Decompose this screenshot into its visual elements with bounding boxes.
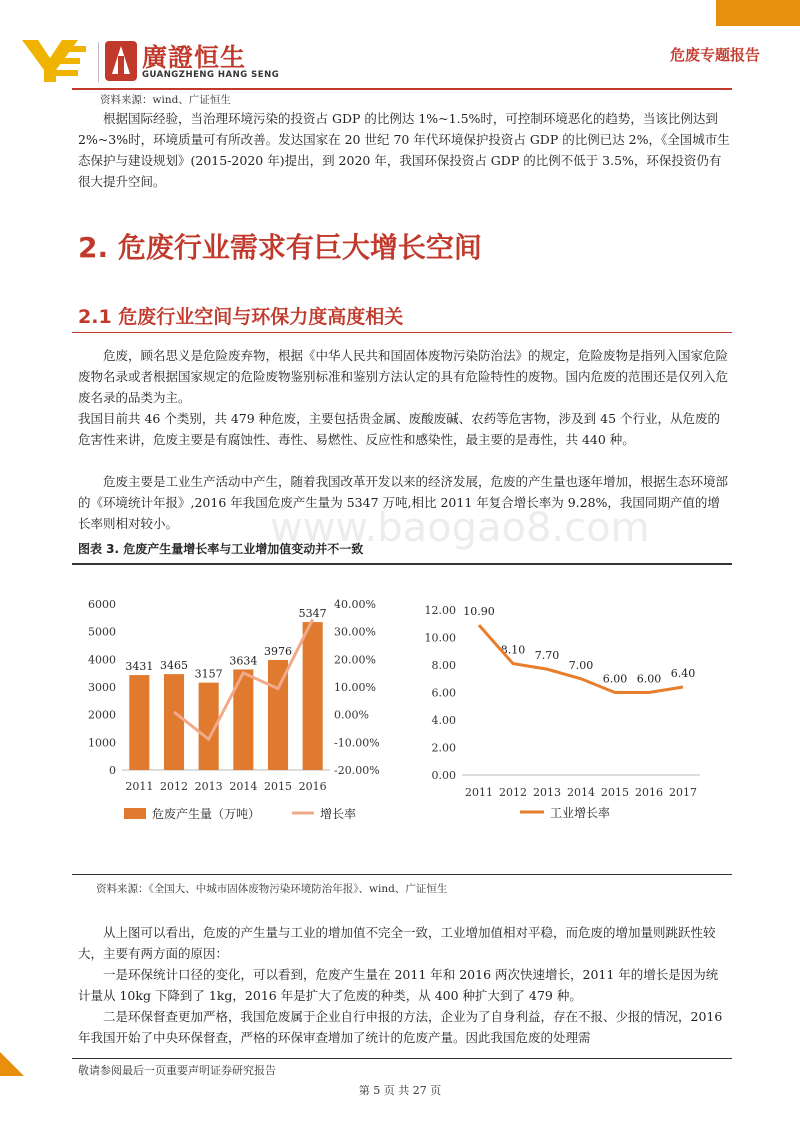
- x-axis-tick: 2015: [601, 786, 629, 799]
- y-axis-tick: 6.00: [431, 686, 456, 700]
- logo-en: GUANGZHENG HANG SENG: [142, 70, 280, 80]
- point-value-label: 6.00: [636, 672, 662, 686]
- yf-logo-icon: [22, 40, 88, 82]
- paragraph-2: 我国目前共 46 个类别，共 479 种危废，主要包括贵金属、废酸废碱、农药等危害物，涉及到 45 个行业，从危废的危害性来讲，危废主要是有腐蚀性、毒性、易燃性、反应性和感染性，最主要的是毒性，共 440 种。: [78, 411, 721, 447]
- bar: [303, 622, 323, 770]
- y-axis-tick: 12.00: [424, 604, 456, 617]
- left-axis-tick: 2000: [88, 708, 116, 722]
- footer-rule: [72, 1058, 732, 1059]
- top-source: 资料来源：wind、广证恒生: [100, 94, 231, 106]
- right-axis-tick: 40.00%: [334, 598, 376, 611]
- point-value-label: 6.40: [670, 667, 696, 680]
- bar-value-label: 3976: [264, 644, 292, 658]
- figure-title: 图表 3. 危废产生量增长率与工业增加值变动并不一致: [78, 542, 364, 556]
- right-axis-tick: -20.00%: [334, 764, 380, 777]
- right-axis-tick: -10.00%: [334, 736, 380, 750]
- corner-decoration: [716, 0, 800, 26]
- report-type: 危废专题报告: [669, 46, 760, 64]
- bottom-paragraph-2: 一是环保统计口径的变化，可以看到，危废产生量在 2011 年和 2016 两次快速增长，2011 年的增长是因为统计量从 10kg 下降到了 1kg，2016 年是扩大了危废的种类，从 400 种扩大到了 479 种。: [78, 967, 719, 1003]
- section-title: 2. 危废行业需求有巨大增长空间: [78, 231, 482, 264]
- bar: [164, 674, 184, 770]
- left-axis-tick: 6000: [88, 598, 116, 611]
- bar-value-label: 3431: [125, 660, 154, 674]
- intro-paragraph: 根据国际经验，当治理环境污染的投资占 GDP 的比例达 1%~1.5%时，可控制环境恶化的趋势，当该比例达到 2%~3%时，环境质量可有所改善。发达国家在 20 世纪 70 年代环境保护投资占 GDP 的比例已达 2%，《全国城市生态保护与建设规划》(2015-2020 年)提出，到 2020 年，我国环保投资占 GDP 的比例不低于 3.5%，环保投资仍有很大提升空间。: [78, 111, 730, 189]
- bar: [129, 675, 149, 770]
- x-axis-tick: 2015: [264, 780, 292, 793]
- watermark: www.baogao8.com: [270, 505, 650, 551]
- page-number: 第 5 页 共 27 页: [358, 1084, 442, 1097]
- x-axis-tick: 2017: [669, 786, 697, 799]
- point-value-label: 7.70: [534, 649, 560, 663]
- logo-cn: 廣證恒生: [142, 43, 247, 72]
- x-axis-tick: 2011: [465, 786, 493, 799]
- x-axis-tick: 2012: [160, 780, 188, 793]
- y-axis-tick: 10.00: [424, 631, 456, 645]
- bottom-paragraph-1: 从上图可以看出，危废的产生量与工业的增加值不完全一致，工业增加值相对平稳，而危废的增加量则跳跃性较大，主要有两方面的原因：: [78, 925, 716, 961]
- subsection-divider: [72, 332, 732, 333]
- x-axis-tick: 2012: [499, 786, 527, 799]
- legend-line-label: 工业增长率: [550, 806, 611, 820]
- right-axis-tick: 0.00%: [334, 708, 369, 722]
- legend-line-label: 增长率: [320, 807, 357, 821]
- paragraph-1: 危废，顾名思义是危险废弃物，根据《中华人民共和国固体废物污染防治法》的规定，危险废物是指列入国家危险废物名录或者根据国家规定的危险废物鉴别标准和鉴别方法认定的具有危险特性的废物。国内危废的范围还是仅列入危废名录的品类为主。: [78, 348, 729, 405]
- point-value-label: 6.00: [602, 672, 628, 686]
- point-value-label: 10.90: [463, 605, 495, 619]
- industry-growth-chart: [420, 580, 720, 840]
- x-axis-tick: 2014: [229, 780, 258, 793]
- figure-top-rule: [72, 563, 732, 565]
- bar-value-label: 3465: [160, 659, 188, 673]
- bar-value-label: 3157: [194, 667, 223, 681]
- paragraph-3: 危废主要是工业生产活动中产生，随着我国改革开发以来的经济发展，危废的产生量也逐年增加，根据生态环境部的《环境统计年报》,2016 年我国危废产生量为 5347 万吨,相比 2011 年复合增长率为 9.28%，我国同期产值的增长率则相对较小。: [78, 474, 729, 531]
- x-axis-tick: 2011: [125, 780, 154, 793]
- right-axis-tick: 10.00%: [334, 681, 376, 694]
- bottom-paragraph-3: 二是环保督查更加严格，我国危废属于企业自行申报的方法，企业为了自身利益，存在不报、少报的情况，2016 年我国开始了中央环保督查，严格的环保审查增加了统计的危废产量。因此我国危废的处理需: [78, 1009, 723, 1045]
- corner-decoration-bottom: [0, 1052, 24, 1076]
- figure-bottom-rule: [72, 874, 732, 875]
- figure-source: 资料来源：《全国大、中城市固体废物污染环境防治年报》、wind、广证恒生: [96, 883, 448, 895]
- point-value-label: 7.00: [568, 658, 594, 672]
- footer-disclaimer: 敬请参阅最后一页重要声明证券研究报告: [78, 1064, 276, 1077]
- left-axis-tick: 4000: [88, 653, 116, 667]
- gzhs-emblem-icon: [104, 40, 138, 82]
- y-axis-tick: 0.00: [431, 769, 456, 782]
- y-axis-tick: 8.00: [431, 659, 456, 672]
- x-axis-tick: 2013: [194, 780, 223, 793]
- bar-value-label: 5347: [298, 607, 327, 621]
- hazardous-waste-chart: [78, 580, 408, 840]
- y-axis-tick: 2.00: [431, 741, 456, 755]
- header-divider: [72, 88, 732, 90]
- legend-bar-label: 危废产生量（万吨）: [152, 807, 261, 821]
- x-axis-tick: 2014: [567, 786, 595, 799]
- bar-value-label: 3634: [229, 654, 258, 668]
- subsection-title: 2.1 危废行业空间与环保力度高度相关: [78, 306, 404, 328]
- right-axis-tick: 20.00%: [334, 653, 376, 667]
- x-axis-tick: 2016: [635, 786, 663, 799]
- x-axis-tick: 2016: [298, 780, 327, 793]
- right-axis-tick: 30.00%: [334, 625, 376, 639]
- logo-separator: [98, 42, 99, 82]
- y-axis-tick: 4.00: [431, 714, 456, 727]
- left-axis-tick: 5000: [88, 625, 116, 639]
- legend-bar-swatch: [124, 808, 146, 819]
- left-axis-tick: 1000: [88, 736, 116, 750]
- x-axis-tick: 2013: [533, 786, 561, 799]
- left-axis-tick: 0: [109, 764, 116, 777]
- point-value-label: 8.10: [500, 643, 526, 657]
- left-axis-tick: 3000: [88, 681, 116, 694]
